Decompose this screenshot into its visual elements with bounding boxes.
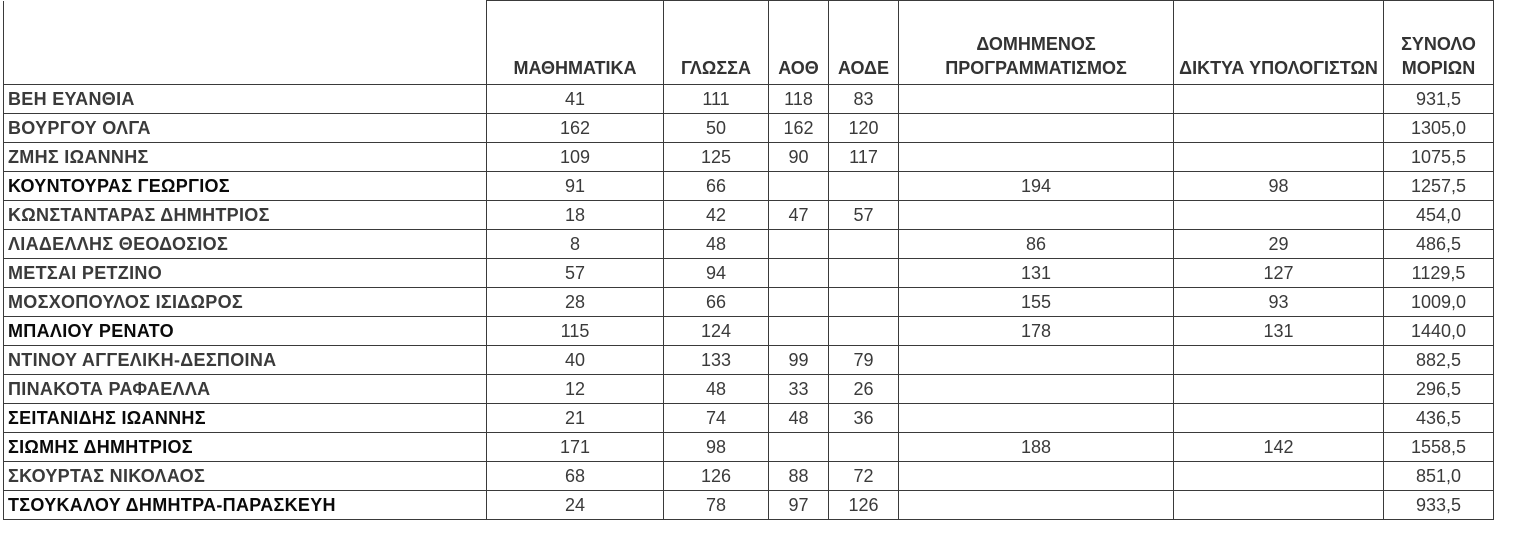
math-score-cell: 68 xyxy=(487,462,664,491)
table-row xyxy=(4,433,1494,462)
student-name-cell: ΠΙΝΑΚΟΤΑ ΡΑΦΑΕΛΛΑ xyxy=(4,375,487,404)
student-name-cell: ΤΣΟΥΚΑΛΟΥ ΔΗΜΗΤΡΑ-ΠΑΡΑΣΚΕΥΗ xyxy=(4,491,487,520)
math-score-cell: 28 xyxy=(487,288,664,317)
table-row xyxy=(4,346,1494,375)
aoth-score-cell: 97 xyxy=(769,491,829,520)
math-score-cell: 8 xyxy=(487,230,664,259)
aode-score-cell xyxy=(829,230,899,259)
math-score-cell: 171 xyxy=(487,433,664,462)
table-row xyxy=(4,230,1494,259)
aode-score-cell xyxy=(829,288,899,317)
table-row xyxy=(4,143,1494,172)
math-score-cell: 24 xyxy=(487,491,664,520)
language-score-cell: 98 xyxy=(664,433,769,462)
student-name-cell: ΣΚΟΥΡΤΑΣ ΝΙΚΟΛΑΟΣ xyxy=(4,462,487,491)
networks-score-cell xyxy=(1174,201,1384,230)
table-row xyxy=(4,462,1494,491)
table-row xyxy=(4,288,1494,317)
language-score-cell: 78 xyxy=(664,491,769,520)
programming-score-cell xyxy=(899,346,1174,375)
total-points-cell: 851,0 xyxy=(1384,462,1494,491)
math-score-cell: 162 xyxy=(487,114,664,143)
student-name-cell: ΛΙΑΔΕΛΛΗΣ ΘΕΟΔΟΣΙΟΣ xyxy=(4,230,487,259)
networks-score-cell: 93 xyxy=(1174,288,1384,317)
aoth-score-cell: 48 xyxy=(769,404,829,433)
aode-score-cell xyxy=(829,433,899,462)
table-row xyxy=(4,404,1494,433)
aoth-score-cell xyxy=(769,317,829,346)
language-score-cell: 74 xyxy=(664,404,769,433)
programming-score-cell: 131 xyxy=(899,259,1174,288)
aode-score-cell: 83 xyxy=(829,85,899,114)
student-name-cell: ΒΟΥΡΓΟΥ ΟΛΓΑ xyxy=(4,114,487,143)
programming-score-cell xyxy=(899,375,1174,404)
total-points-cell: 1558,5 xyxy=(1384,433,1494,462)
student-name-cell: ΜΟΣΧΟΠΟΥΛΟΣ ΙΣΙΔΩΡΟΣ xyxy=(4,288,487,317)
math-score-cell: 40 xyxy=(487,346,664,375)
aoth-score-cell: 90 xyxy=(769,143,829,172)
table-row xyxy=(4,114,1494,143)
math-score-cell: 18 xyxy=(487,201,664,230)
language-score-cell: 66 xyxy=(664,172,769,201)
programming-score-cell xyxy=(899,114,1174,143)
networks-score-cell: 127 xyxy=(1174,259,1384,288)
aode-score-cell: 26 xyxy=(829,375,899,404)
total-points-cell: 454,0 xyxy=(1384,201,1494,230)
networks-score-cell xyxy=(1174,462,1384,491)
programming-score-cell: 155 xyxy=(899,288,1174,317)
student-name-cell: ΒΕΗ ΕΥΑΝΘΙΑ xyxy=(4,85,487,114)
aode-score-cell: 79 xyxy=(829,346,899,375)
student-name-cell: ΣΙΩΜΗΣ ΔΗΜΗΤΡΙΟΣ xyxy=(4,433,487,462)
student-name-cell: ΜΕΤΣΑΙ ΡΕΤΖΙΝΟ xyxy=(4,259,487,288)
language-score-cell: 126 xyxy=(664,462,769,491)
total-points-cell: 436,5 xyxy=(1384,404,1494,433)
table-row xyxy=(4,259,1494,288)
scores-table xyxy=(3,0,1494,520)
networks-score-cell xyxy=(1174,375,1384,404)
aode-score-cell: 57 xyxy=(829,201,899,230)
math-score-cell: 41 xyxy=(487,85,664,114)
aoth-score-cell xyxy=(769,259,829,288)
math-score-cell: 12 xyxy=(487,375,664,404)
networks-score-cell: 142 xyxy=(1174,433,1384,462)
programming-score-cell xyxy=(899,491,1174,520)
aoth-score-cell: 118 xyxy=(769,85,829,114)
aoth-score-cell: 162 xyxy=(769,114,829,143)
total-points-cell: 1257,5 xyxy=(1384,172,1494,201)
student-name-cell: ΝΤΙΝΟΥ ΑΓΓΕΛΙΚΗ-ΔΕΣΠΟΙΝΑ xyxy=(4,346,487,375)
math-score-cell: 57 xyxy=(487,259,664,288)
aode-score-cell xyxy=(829,317,899,346)
header-mathematics: ΜΑΘΗΜΑΤΙΚΑ xyxy=(487,1,664,85)
language-score-cell: 94 xyxy=(664,259,769,288)
programming-score-cell xyxy=(899,85,1174,114)
networks-score-cell: 29 xyxy=(1174,230,1384,259)
programming-score-cell xyxy=(899,201,1174,230)
student-name-cell: ΖΜΗΣ ΙΩΑΝΝΗΣ xyxy=(4,143,487,172)
total-points-cell: 1129,5 xyxy=(1384,259,1494,288)
networks-score-cell xyxy=(1174,114,1384,143)
language-score-cell: 125 xyxy=(664,143,769,172)
language-score-cell: 50 xyxy=(664,114,769,143)
total-points-cell: 1440,0 xyxy=(1384,317,1494,346)
networks-score-cell xyxy=(1174,143,1384,172)
header-aode: ΑΟΔΕ xyxy=(829,1,899,85)
aode-score-cell xyxy=(829,172,899,201)
student-name-cell: ΚΟΥΝΤΟΥΡΑΣ ΓΕΩΡΓΙΟΣ xyxy=(4,172,487,201)
aoth-score-cell: 99 xyxy=(769,346,829,375)
header-aoth: ΑΟΘ xyxy=(769,1,829,85)
aoth-score-cell: 88 xyxy=(769,462,829,491)
math-score-cell: 115 xyxy=(487,317,664,346)
networks-score-cell xyxy=(1174,85,1384,114)
header-total-points: ΣΥΝΟΛΟ ΜΟΡΙΩΝ xyxy=(1384,1,1494,85)
table-row xyxy=(4,201,1494,230)
total-points-cell: 296,5 xyxy=(1384,375,1494,404)
header-computer-networks: ΔΙΚΤΥΑ ΥΠΟΛΟΓΙΣΤΩΝ xyxy=(1174,1,1384,85)
networks-score-cell: 98 xyxy=(1174,172,1384,201)
programming-score-cell: 188 xyxy=(899,433,1174,462)
language-score-cell: 48 xyxy=(664,375,769,404)
networks-score-cell: 131 xyxy=(1174,317,1384,346)
aode-score-cell: 72 xyxy=(829,462,899,491)
aode-score-cell: 36 xyxy=(829,404,899,433)
language-score-cell: 42 xyxy=(664,201,769,230)
language-score-cell: 124 xyxy=(664,317,769,346)
programming-score-cell xyxy=(899,404,1174,433)
student-name-cell: ΜΠΑΛΙΟΥ ΡΕΝΑΤΟ xyxy=(4,317,487,346)
aoth-score-cell xyxy=(769,230,829,259)
aoth-score-cell: 33 xyxy=(769,375,829,404)
total-points-cell: 933,5 xyxy=(1384,491,1494,520)
programming-score-cell: 178 xyxy=(899,317,1174,346)
total-points-cell: 931,5 xyxy=(1384,85,1494,114)
aoth-score-cell: 47 xyxy=(769,201,829,230)
table-row xyxy=(4,317,1494,346)
math-score-cell: 21 xyxy=(487,404,664,433)
student-name-cell: ΣΕΙΤΑΝΙΔΗΣ ΙΩΑΝΝΗΣ xyxy=(4,404,487,433)
language-score-cell: 66 xyxy=(664,288,769,317)
aode-score-cell: 117 xyxy=(829,143,899,172)
networks-score-cell xyxy=(1174,346,1384,375)
programming-score-cell xyxy=(899,143,1174,172)
table-row xyxy=(4,172,1494,201)
table-row xyxy=(4,85,1494,114)
total-points-cell: 1305,0 xyxy=(1384,114,1494,143)
aode-score-cell xyxy=(829,259,899,288)
total-points-cell: 882,5 xyxy=(1384,346,1494,375)
table-body xyxy=(4,85,1494,520)
student-name-cell: ΚΩΝΣΤΑΝΤΑΡΑΣ ΔΗΜΗΤΡΙΟΣ xyxy=(4,201,487,230)
header-name-column xyxy=(4,1,487,85)
table-row xyxy=(4,491,1494,520)
aoth-score-cell xyxy=(769,288,829,317)
table-row xyxy=(4,375,1494,404)
math-score-cell: 91 xyxy=(487,172,664,201)
programming-score-cell: 194 xyxy=(899,172,1174,201)
header-structured-programming: ΔΟΜΗΜΕΝΟΣ ΠΡΟΓΡΑΜΜΑΤΙΣΜΟΣ xyxy=(899,1,1174,85)
table-header-row xyxy=(4,1,1494,85)
math-score-cell: 109 xyxy=(487,143,664,172)
aode-score-cell: 126 xyxy=(829,491,899,520)
language-score-cell: 111 xyxy=(664,85,769,114)
total-points-cell: 1009,0 xyxy=(1384,288,1494,317)
programming-score-cell: 86 xyxy=(899,230,1174,259)
total-points-cell: 1075,5 xyxy=(1384,143,1494,172)
aoth-score-cell xyxy=(769,172,829,201)
networks-score-cell xyxy=(1174,491,1384,520)
language-score-cell: 133 xyxy=(664,346,769,375)
programming-score-cell xyxy=(899,462,1174,491)
networks-score-cell xyxy=(1174,404,1384,433)
language-score-cell: 48 xyxy=(664,230,769,259)
aoth-score-cell xyxy=(769,433,829,462)
header-language: ΓΛΩΣΣΑ xyxy=(664,1,769,85)
total-points-cell: 486,5 xyxy=(1384,230,1494,259)
aode-score-cell: 120 xyxy=(829,114,899,143)
